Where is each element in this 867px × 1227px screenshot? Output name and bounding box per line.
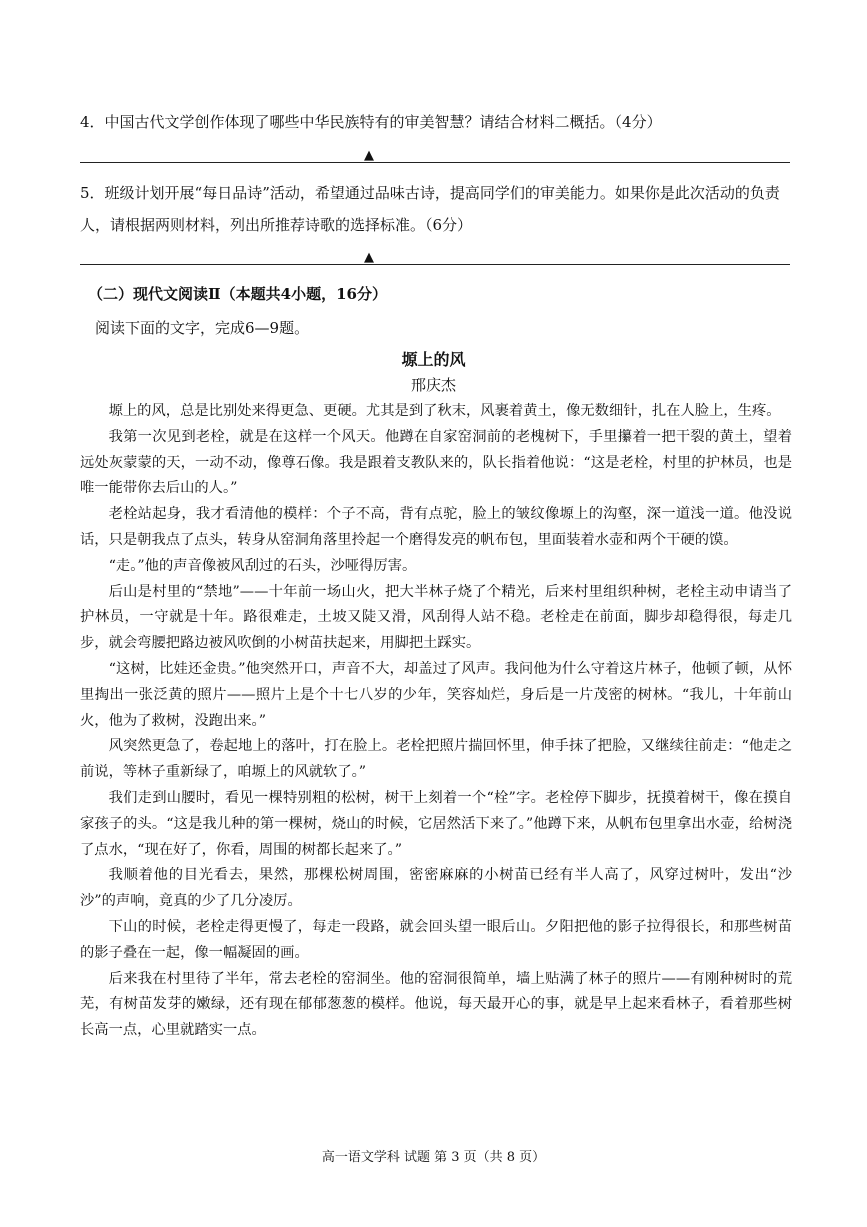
paragraph-7: 风突然更急了，卷起地上的落叶，打在脸上。老栓把照片揣回怀里，伸手抹了把脸，又继续往前走：“他走之前说，等林子重新绿了，咱塬上的风就软了。” <box>80 738 792 781</box>
paragraph-11: 后来我在村里待了半年，常去老栓的窑洞坐。他的窑洞很简单，墙上贴满了林子的照片——有刚种树时的荒芜，有树苗发芽的嫩绿，还有现在郁郁葱葱的模样。他说，每天最开心的事，就是早上起来看林子，看着那些树长高一点，心里就踏实一点。 <box>80 970 792 1039</box>
story-title: 塬上的风 <box>401 350 466 369</box>
paragraph-3: 老栓站起身，我才看清他的模样：个子不高，背有点驼，脸上的皱纹像塬上的沟壑，深一道浅一道。他没说话，只是朝我点了点头，转身从窑洞角落里拎起一个磨得发亮的帆布包，里面装着水壶和两个干硬的馍。 <box>80 506 792 548</box>
paragraph-2: 我第一次见到老栓，就是在这样一个风天。他蹲在自家窑洞前的老槐树下，手里攥着一把干裂的黄土，望着远处灰蒙蒙的天，一动不动，像尊石像。我是跟着支教队来的，队长指着他说：“这是老栓，村里的护林员，也是唯一能带你去后山的人。” <box>80 428 792 497</box>
paragraph-1: 塬上的风，总是比别处来得更急、更硬。尤其是到了秋末，风裹着黄土，像无数细针，扎在人脸上，生疼。 <box>108 403 781 419</box>
answer-line-q5 <box>80 264 790 265</box>
paragraph-10: 下山的时候，老栓走得更慢了，每走一段路，就会回头望一眼后山。夕阳把他的影子拉得很长，和那些树苗的影子叠在一起，像一幅凝固的画。 <box>80 918 792 961</box>
story-body <box>80 399 792 1044</box>
paragraph-8: 我们走到山腰时，看见一棵特别粗的松树，树干上刻着一个“栓”字。老栓停下脚步，抚摸着树干，像在摸自家孩子的头。“这是我儿种的第一棵树，烧山的时候，它居然活下来了。”他蹲下来，从帆布包里拿出水壶，给树浇了点水，“现在好了，你看，周围的树都长起来了。” <box>80 789 792 858</box>
question-5: 5．班级计划开展“每日品诗”活动，希望通过品味古诗，提高同学们的审美能力。如果你是此次活动的负责人，请根据两则材料，列出所推荐诗歌的选择标准。（6分） <box>80 184 780 234</box>
story-author: 邢庆杰 <box>410 376 456 394</box>
paragraph-6: “这树，比娃还金贵。”他突然开口，声音不大，却盖过了风声。我问他为什么守着这片林子，他顿了顿，从怀里掏出一张泛黄的照片——照片上是个十七八岁的少年，笑容灿烂，身后是一片茂密的树林。“我儿，十年前山火，他为了救树，没跑出来。” <box>80 660 792 729</box>
paragraph-9: 我顺着他的目光看去，果然，那棵松树周围，密密麻麻的小树苗已经有半人高了，风穿过树叶，发出“沙沙”的声响，竟真的少了几分凌厉。 <box>80 867 792 910</box>
answer-mark-q4: ▲ <box>364 148 374 163</box>
answer-line-q4 <box>80 162 790 163</box>
paragraph-5: 后山是村里的“禁地”——十年前一场山火，把大半林子烧了个精光，后来村里组织种树，老栓主动申请当了护林员，一守就是十年。路很难走，土坡又陡又滑，风刮得人站不稳。老栓走在前面，脚步却稳得很，每走几步，就会弯腰把路边被风吹倒的小树苗扶起来，用脚把土踩实。 <box>80 583 792 652</box>
paragraph-4: “走。”他的声音像被风刮过的石头，沙哑得厉害。 <box>108 557 417 574</box>
section-heading: （二）现代文阅读Ⅱ（本题共4小题，16分） <box>88 285 387 303</box>
section-intro: 阅读下面的文字，完成6—9题。 <box>95 319 310 337</box>
answer-mark-q5: ▲ <box>364 250 374 265</box>
question-4: 4．中国古代文学创作体现了哪些中华民族特有的审美智慧？请结合材料二概括。（4分） <box>80 113 662 131</box>
page-footer: 高一语文学科 试题 第 3 页（共 8 页） <box>321 1150 546 1165</box>
